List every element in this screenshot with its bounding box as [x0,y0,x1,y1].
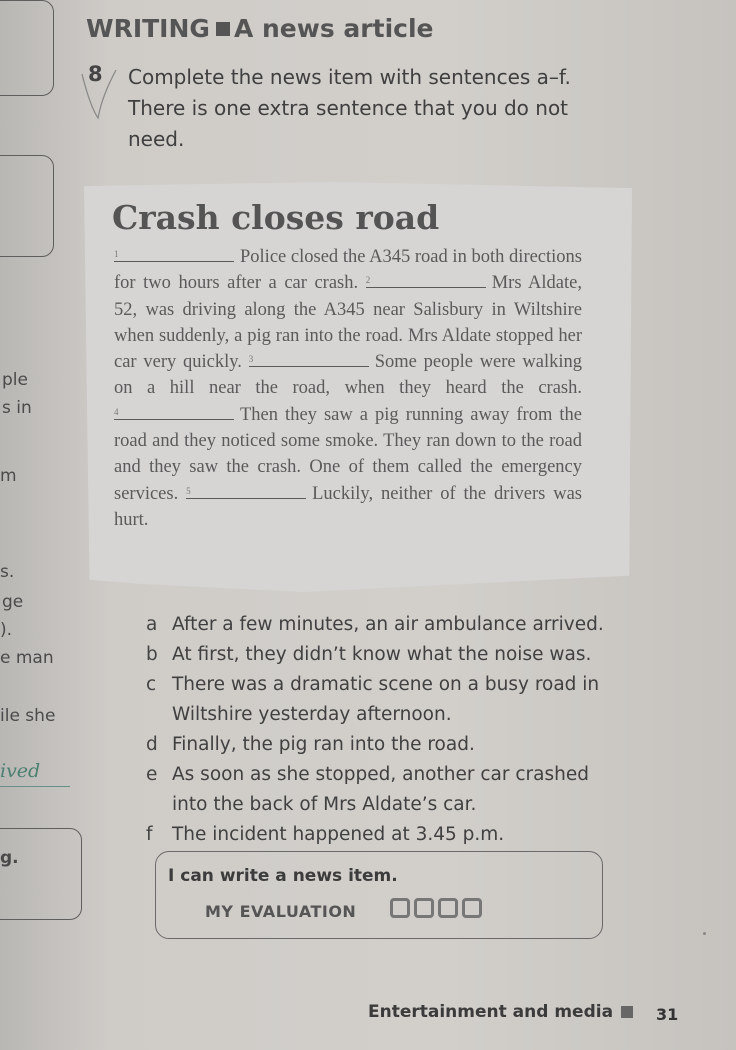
margin-fragment: m [0,466,17,486]
page-footer [368,1002,633,1022]
margin-fragment: e man [0,648,54,668]
answer-gap-3[interactable]: 3 [249,352,369,367]
previous-page-box-middle [0,155,54,257]
article-segment: Luckily, neither of the drivers was hurt. [114,483,583,530]
option-d: d Finally, the pig ran into the road. [146,734,475,755]
evaluation-checkbox[interactable] [438,898,458,918]
article-title: Crash closes road [112,198,440,237]
option-a: a After a few minutes, an air ambulance arrived. [146,614,604,635]
evaluation-checkbox[interactable] [414,898,434,918]
margin-fragment: ). [0,620,13,640]
footer-section: Entertainment and media [368,1002,614,1022]
answer-gap-4[interactable]: 4 [114,405,234,420]
option-c: c There was a dramatic scene on a busy road in Wiltshire yesterday afternoon. [146,674,600,725]
section-label: WRITING [86,14,210,43]
handwritten-answer: ived [0,760,41,782]
answer-gap-5[interactable]: 5 [186,484,306,499]
evaluation-checkboxes [390,898,482,918]
previous-page-box-top [0,0,54,96]
article-segment: Mrs Aldate, 52, was driving along the A345 near Salisbury in Wiltshire when suddenly, a pig ran into the road. Mrs Aldate stopped her car very quickly. [114,273,582,373]
sentence-options [146,610,626,850]
square-bullet-icon [621,1006,633,1018]
square-bullet-icon [216,22,230,36]
option-f: f The incident happened at 3.45 p.m. [146,824,505,845]
article-body [114,244,582,533]
margin-fragment: s in [2,398,32,418]
margin-fragment: ge [2,592,24,612]
article-segment: Some people were walking on a hill near the road, when they heard the crash. [114,352,583,399]
evaluation-checkbox[interactable] [462,898,482,918]
option-b: b At first, they didn’t know what the noise was. [146,644,592,665]
margin-fragment: s. [0,562,15,582]
margin-fragment: ple [2,370,28,390]
answer-gap-1[interactable]: 1 [114,247,234,262]
exercise-number: 8 [88,62,103,86]
previous-page-box-bottom [0,828,82,920]
evaluation-statement: I can write a news item. [168,866,398,886]
handwritten-underline [0,786,70,787]
article-segment: Then they saw a pig running away from the road and they noticed some smoke. They ran down to the road and they saw the crash. One of them called the emergency services. [114,404,582,504]
section-title: A news article [233,14,434,43]
answer-gap-2[interactable]: 2 [366,273,486,288]
margin-fragment: ile she [0,706,56,726]
evaluation-checkbox[interactable] [390,898,410,918]
evaluation-label: MY EVALUATION [205,902,357,921]
page-number: 31 [656,1005,679,1024]
margin-fragment: g. [0,848,19,868]
paper-speck [703,932,706,935]
option-e: e As soon as she stopped, another car crashed into the back of Mrs Aldate’s car. [146,764,589,815]
section-header [86,14,434,43]
exercise-instruction: Complete the news item with sentences a–f. There is one extra sentence that you do not need. [128,65,571,151]
article-segment: Police closed the A345 road in both directions for two hours after a car crash. [114,247,582,294]
self-evaluation-box [155,851,603,939]
